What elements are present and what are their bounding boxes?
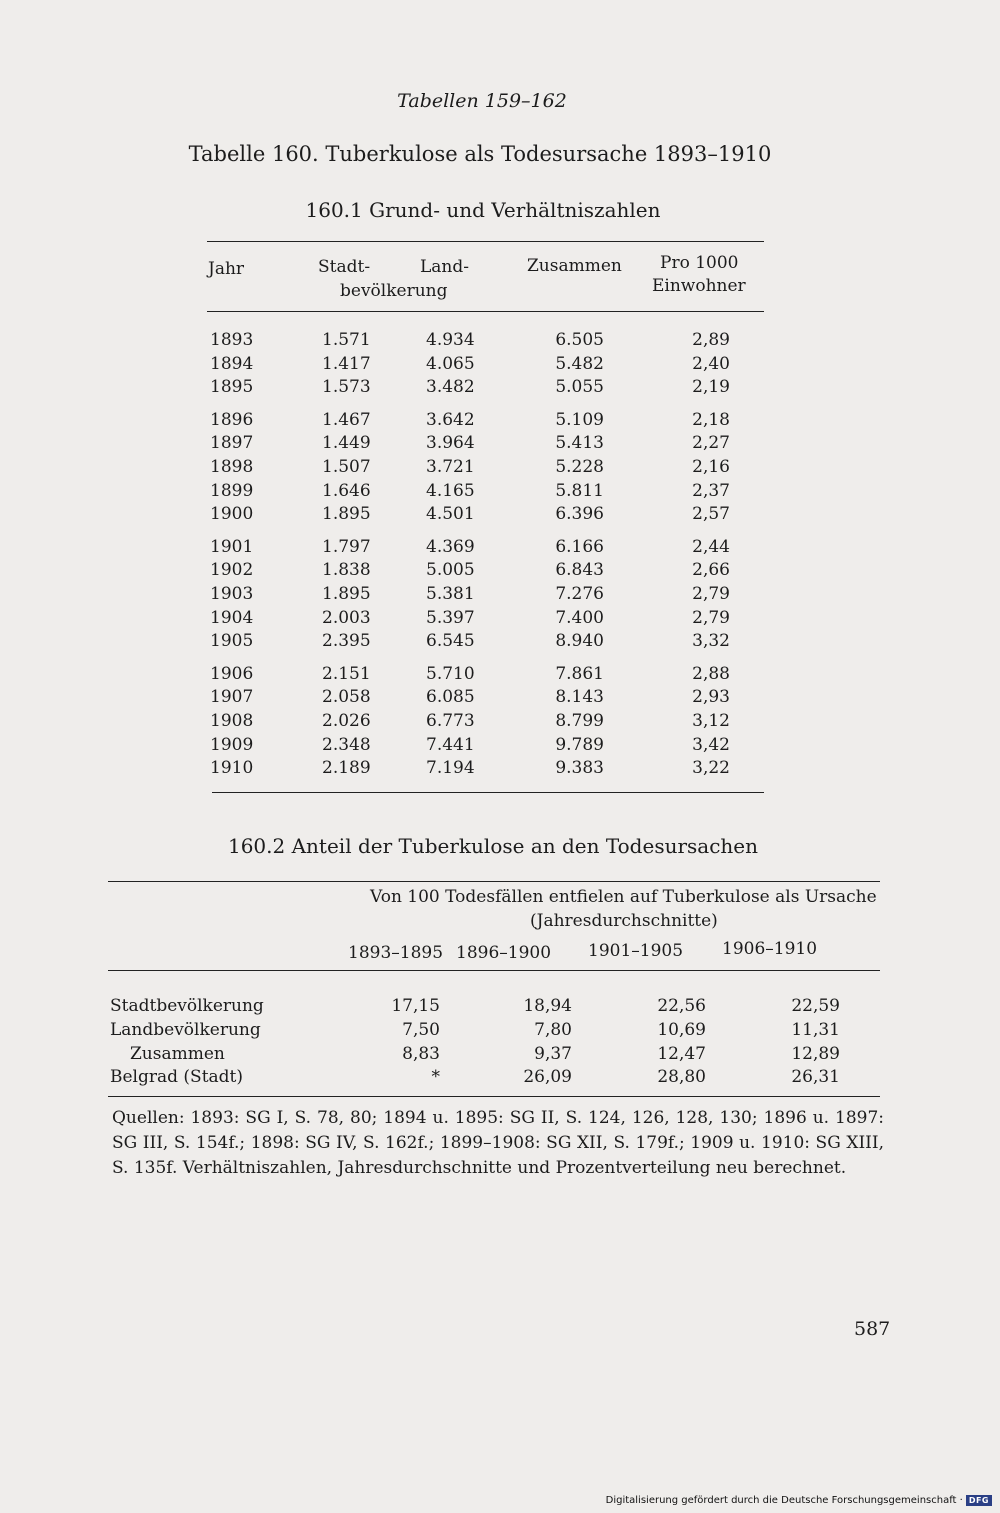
cell-stadt: 1.507 [322, 457, 371, 477]
cell-stadt: 2.151 [322, 663, 371, 684]
cell-year: 1894 [210, 353, 254, 374]
table-row [0, 735, 1000, 759]
cell-land: 6.773 [426, 711, 475, 731]
header-stadt: Stadt- [318, 257, 371, 277]
cell-pro-1000: 2,79 [692, 584, 730, 604]
table-row [0, 1067, 1000, 1091]
cell-zusammen: 8.799 [555, 711, 604, 731]
table2-bottom-rule [108, 1096, 880, 1097]
cell-zusammen: 5.413 [555, 433, 604, 454]
cell-pro-1000: 3,12 [692, 711, 730, 731]
sources-note: Quellen: 1893: SG I, S. 78, 80; 1894 u. 1895: SG II, S. 124, 126, 128, 130; 1896 u. 1897: SG III, S. 154f.; 1898: SG IV, S. 162f.; 1899–1908: SG XII, S. 179f.; 1909 u. 1910: SG XIII, S. 135f. Verhältniszahlen, Jahresdurchschnitte und Prozentverteilung neu berechnet. [112, 1108, 884, 1178]
table2-title: 160.2 Anteil der Tuberkulose an den Todesursachen [227, 834, 759, 858]
cell-year: 1905 [210, 631, 254, 652]
cell-zusammen: 9.383 [555, 758, 604, 779]
cell-year: 1897 [210, 433, 254, 454]
cell-pro-1000: 2,93 [692, 687, 730, 708]
cell-pro-1000: 2,79 [692, 607, 730, 628]
table2-top-rule [108, 881, 880, 882]
cell-value: 22,56 [657, 996, 706, 1016]
header-jahr: Jahr [208, 259, 245, 279]
cell-zusammen: 5.811 [555, 480, 604, 501]
cell-zusammen: 6.166 [555, 536, 604, 557]
table1-bottom-rule [212, 792, 764, 793]
table-row [0, 537, 1000, 561]
cell-value: 7,80 [534, 1020, 572, 1040]
header-land: Land- [420, 257, 469, 277]
cell-zusammen: 5.228 [555, 457, 604, 477]
row-label: Landbevölkerung [110, 1020, 261, 1040]
running-head: Tabellen 159–162 [397, 90, 567, 112]
table-row [0, 631, 1000, 655]
cell-stadt: 1.449 [322, 433, 371, 454]
cell-zusammen: 6.396 [555, 504, 604, 525]
cell-zusammen: 5.109 [555, 409, 604, 430]
cell-value: 28,80 [657, 1067, 706, 1087]
cell-value: 12,89 [791, 1044, 840, 1064]
cell-value: * [431, 1067, 440, 1087]
dfg-logo: DFG [966, 1495, 992, 1506]
cell-land: 4.165 [426, 480, 475, 501]
table-row [0, 996, 1000, 1020]
cell-pro-1000: 3,22 [692, 758, 730, 779]
digitization-footer [606, 1495, 992, 1506]
cell-year: 1899 [210, 480, 254, 501]
cell-value: 22,59 [791, 996, 840, 1016]
cell-pro-1000: 2,27 [692, 433, 730, 454]
cell-stadt: 1.797 [322, 536, 371, 557]
cell-year: 1898 [210, 457, 254, 477]
cell-zusammen: 8.940 [555, 631, 604, 652]
cell-land: 6.545 [426, 631, 475, 652]
cell-year: 1908 [210, 711, 254, 731]
cell-stadt: 1.571 [322, 330, 371, 350]
cell-land: 3.721 [426, 457, 475, 477]
cell-year: 1893 [210, 330, 254, 350]
row-label: Belgrad (Stadt) [110, 1067, 244, 1087]
cell-zusammen: 5.055 [555, 377, 604, 398]
row-label: Stadtbevölkerung [110, 996, 264, 1016]
cell-zusammen: 6.505 [555, 330, 604, 350]
cell-stadt: 2.003 [322, 607, 371, 628]
cell-year: 1906 [210, 663, 254, 684]
table-row [0, 664, 1000, 688]
cell-value: 18,94 [523, 996, 572, 1016]
cell-stadt: 2.026 [322, 711, 371, 731]
header-einwohner: Einwohner [652, 276, 746, 296]
footer-text: Digitalisierung gefördert durch die Deutsche Forschungsgemeinschaft · [605, 1495, 963, 1506]
cell-pro-1000: 2,16 [692, 457, 730, 477]
table-row [0, 354, 1000, 378]
table-row [0, 1044, 1000, 1068]
cell-year: 1895 [210, 377, 254, 398]
period-2: 1896–1900 [456, 943, 552, 963]
table2-header-line1: Von 100 Todesfällen entfielen auf Tuberkulose als Ursache [370, 887, 877, 907]
header-bevoelkerung: bevölkerung [340, 281, 448, 301]
table-row [0, 758, 1000, 782]
cell-land: 5.381 [426, 584, 475, 604]
cell-land: 6.085 [426, 687, 475, 708]
cell-pro-1000: 2,18 [692, 409, 730, 430]
cell-pro-1000: 2,44 [692, 536, 730, 557]
table2-header-rule [108, 970, 880, 971]
cell-zusammen: 7.400 [555, 607, 604, 628]
table2-header-line2: (Jahresdurchschnitte) [530, 911, 718, 931]
table-title: Tabelle 160. Tuberkulose als Todesursache 1893–1910 [188, 142, 772, 166]
cell-land: 4.369 [426, 536, 475, 557]
cell-pro-1000: 3,32 [692, 631, 730, 652]
table-row [0, 608, 1000, 632]
table-row [0, 433, 1000, 457]
cell-land: 4.501 [426, 504, 475, 525]
cell-land: 7.194 [426, 758, 475, 779]
table-row [0, 377, 1000, 401]
cell-land: 3.482 [426, 377, 475, 398]
table-row [0, 410, 1000, 434]
table-row [0, 711, 1000, 735]
cell-value: 26,09 [523, 1067, 572, 1087]
cell-value: 17,15 [391, 996, 440, 1016]
cell-year: 1904 [210, 607, 254, 628]
cell-stadt: 2.348 [322, 734, 371, 755]
cell-stadt: 1.573 [322, 377, 371, 398]
cell-stadt: 1.838 [322, 560, 371, 581]
table-row [0, 504, 1000, 528]
cell-stadt: 2.395 [322, 631, 371, 652]
cell-year: 1907 [210, 687, 254, 708]
cell-zusammen: 8.143 [555, 687, 604, 708]
row-label: Zusammen [130, 1044, 225, 1064]
cell-value: 12,47 [657, 1044, 706, 1064]
cell-pro-1000: 2,40 [692, 353, 730, 374]
cell-zusammen: 6.843 [555, 560, 604, 581]
cell-pro-1000: 3,42 [692, 734, 730, 755]
cell-pro-1000: 2,66 [692, 560, 730, 581]
table1-header-rule [207, 311, 764, 312]
table-row [0, 481, 1000, 505]
cell-stadt: 2.058 [322, 687, 371, 708]
table-row [0, 1020, 1000, 1044]
cell-value: 11,31 [791, 1020, 840, 1040]
cell-zusammen: 7.276 [555, 584, 604, 604]
cell-pro-1000: 2,37 [692, 480, 730, 501]
cell-stadt: 1.646 [322, 480, 371, 501]
cell-zusammen: 9.789 [555, 734, 604, 755]
cell-land: 7.441 [426, 734, 475, 755]
header-pro1000: Pro 1000 [660, 253, 739, 273]
period-1: 1893–1895 [348, 943, 444, 963]
cell-stadt: 1.417 [322, 353, 371, 374]
page-number: 587 [854, 1318, 891, 1340]
table1-title: 160.1 Grund- und Verhältniszahlen [305, 198, 661, 222]
cell-year: 1910 [210, 758, 254, 779]
cell-stadt: 1.467 [322, 409, 371, 430]
cell-year: 1896 [210, 409, 254, 430]
period-4: 1906–1910 [722, 939, 818, 959]
table1-top-rule [207, 241, 764, 242]
cell-value: 9,37 [534, 1044, 572, 1064]
cell-land: 5.005 [426, 560, 475, 581]
table-row [0, 457, 1000, 481]
cell-year: 1903 [210, 584, 254, 604]
cell-land: 3.642 [426, 409, 475, 430]
cell-value: 26,31 [791, 1067, 840, 1087]
table-row [0, 330, 1000, 354]
cell-year: 1902 [210, 560, 254, 581]
table-row [0, 584, 1000, 608]
cell-stadt: 1.895 [322, 584, 371, 604]
cell-year: 1900 [210, 504, 254, 525]
period-3: 1901–1905 [588, 941, 684, 961]
table-row [0, 560, 1000, 584]
cell-zusammen: 7.861 [555, 663, 604, 684]
table-row [0, 687, 1000, 711]
cell-land: 5.397 [426, 607, 475, 628]
cell-value: 10,69 [657, 1020, 706, 1040]
cell-year: 1901 [210, 536, 254, 557]
cell-stadt: 1.895 [322, 504, 371, 525]
cell-value: 7,50 [402, 1020, 440, 1040]
cell-land: 4.934 [426, 330, 475, 350]
cell-value: 8,83 [402, 1044, 440, 1064]
cell-land: 4.065 [426, 353, 475, 374]
header-zusammen: Zusammen [527, 256, 622, 276]
cell-pro-1000: 2,19 [692, 377, 730, 398]
cell-pro-1000: 2,57 [692, 504, 730, 525]
cell-zusammen: 5.482 [555, 353, 604, 374]
cell-pro-1000: 2,89 [692, 330, 730, 350]
cell-pro-1000: 2,88 [692, 663, 730, 684]
cell-land: 5.710 [426, 663, 475, 684]
cell-stadt: 2.189 [322, 758, 371, 779]
cell-land: 3.964 [426, 433, 475, 454]
cell-year: 1909 [210, 734, 254, 755]
